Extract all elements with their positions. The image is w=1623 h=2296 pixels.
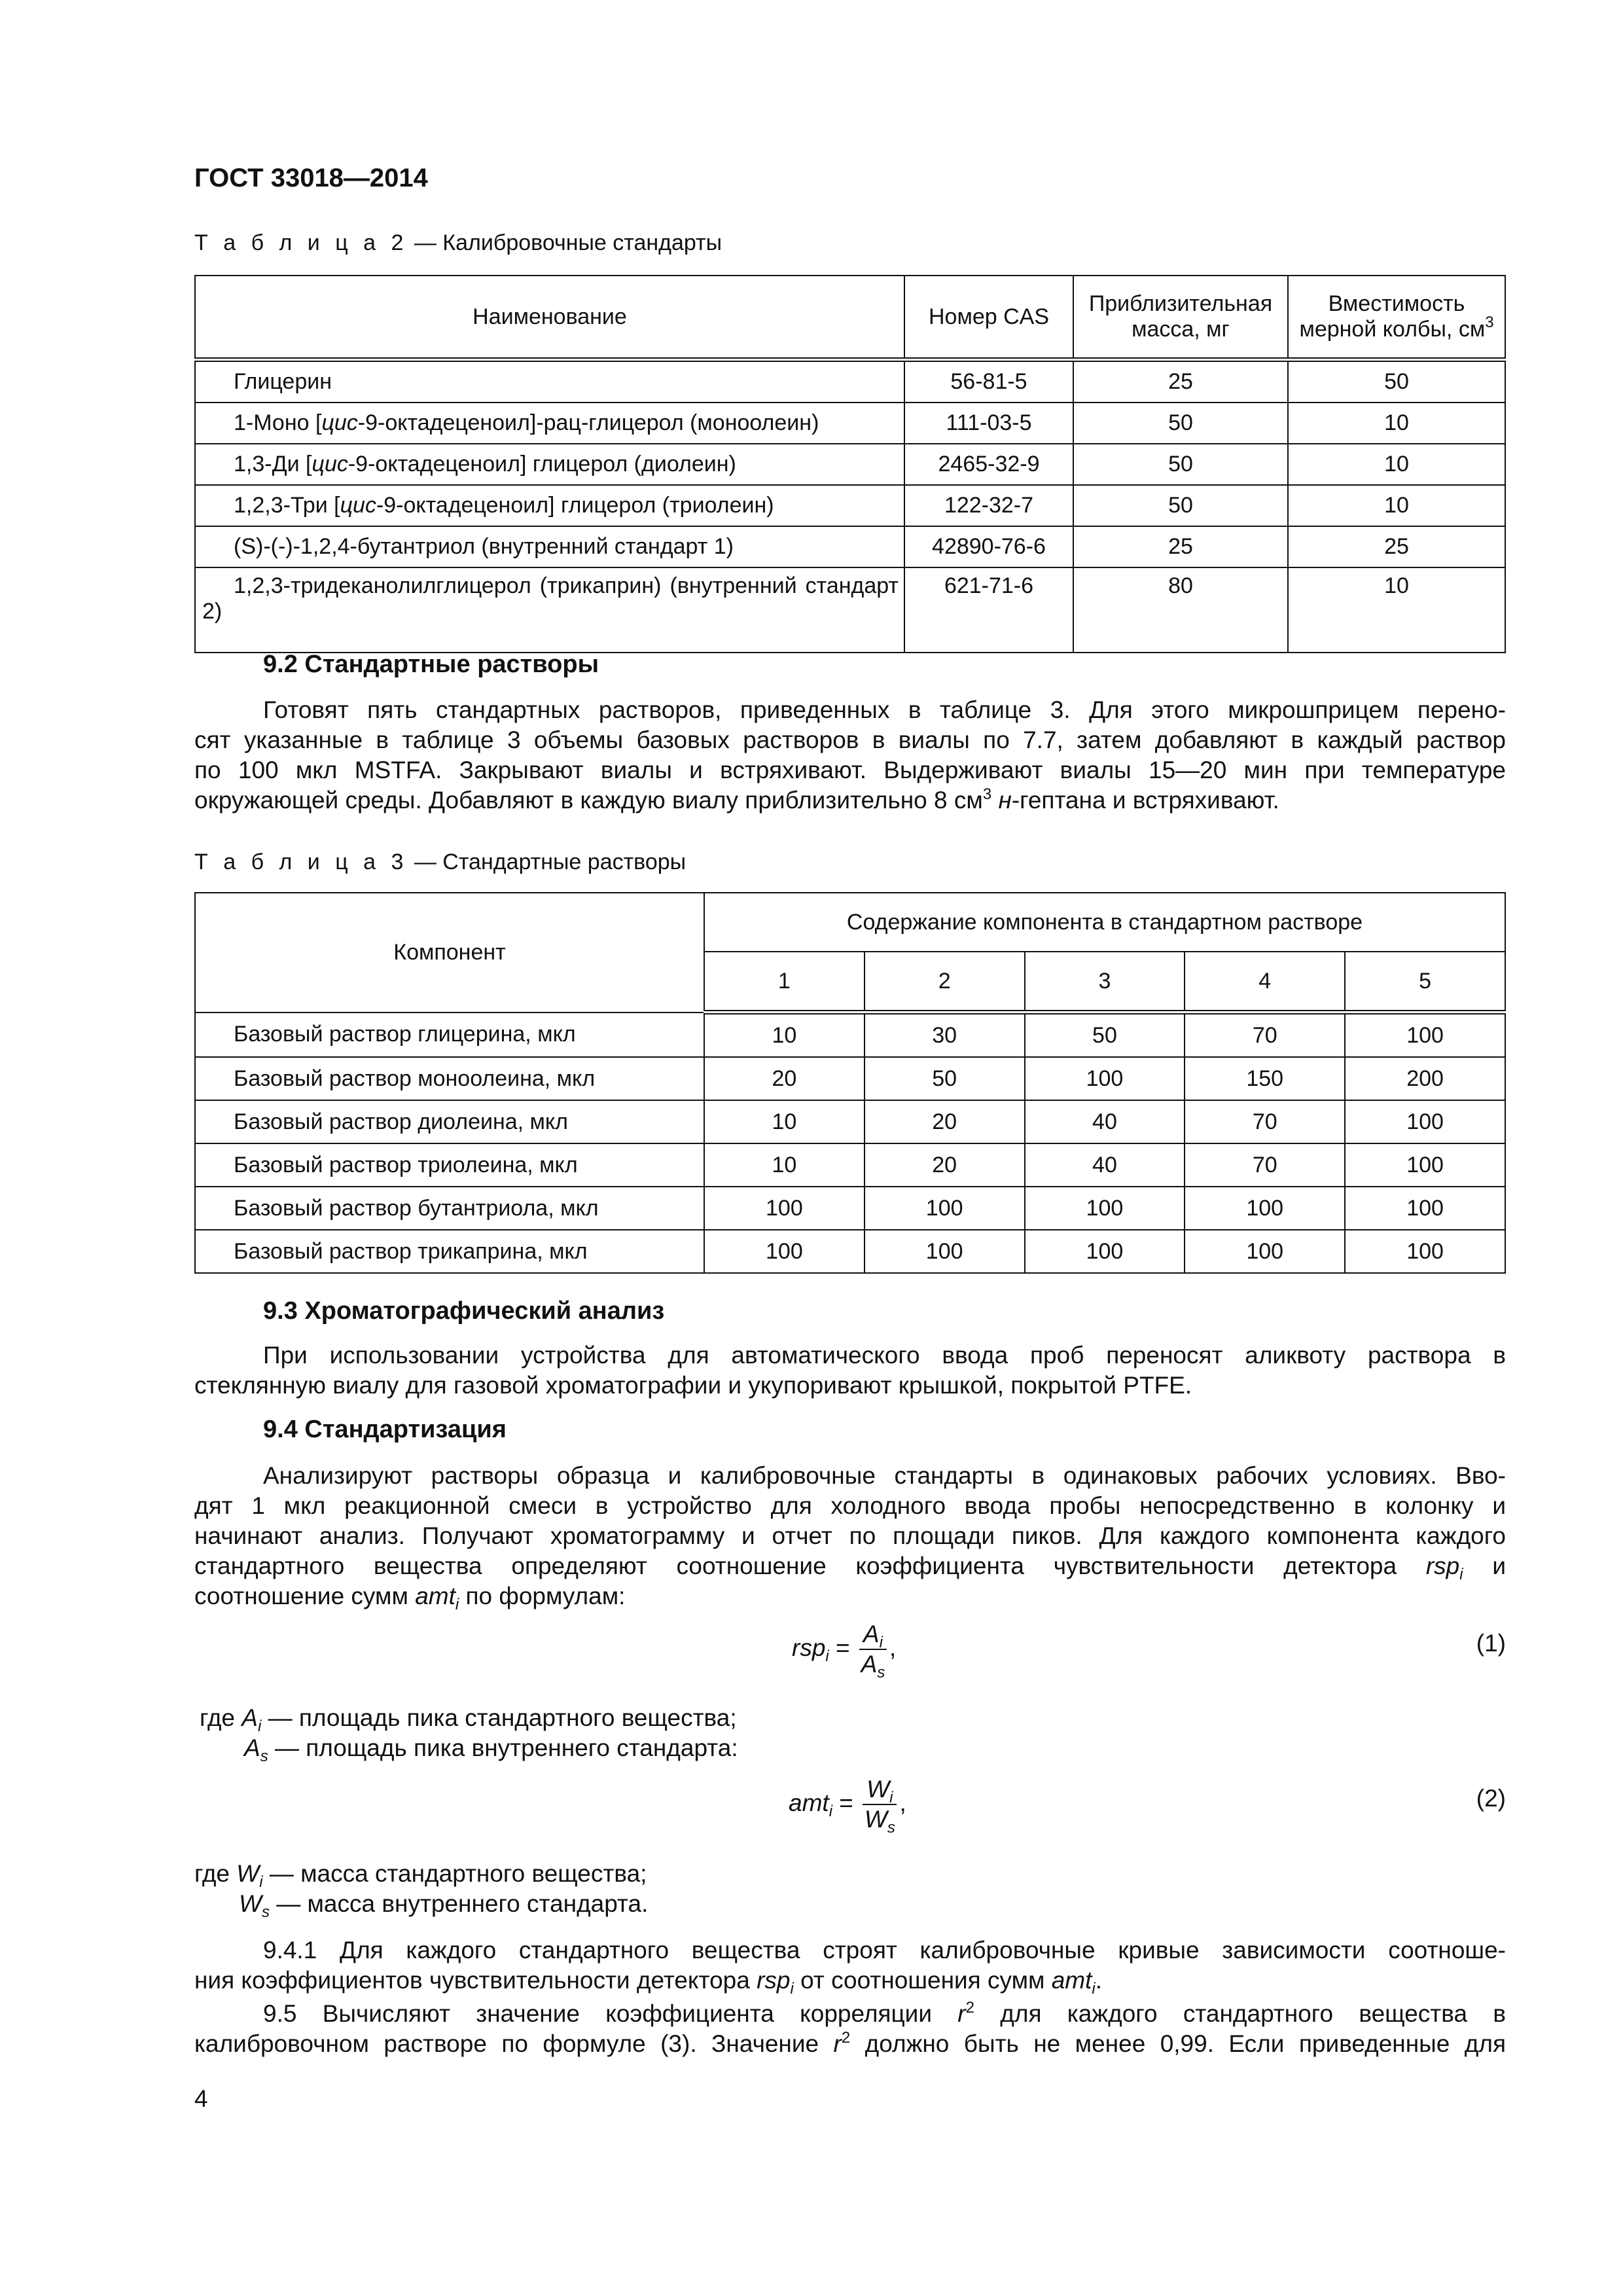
cell-value: 20 bbox=[865, 1100, 1025, 1143]
section-9-4-heading: 9.4 Стандартизация bbox=[263, 1416, 507, 1443]
text-run: по формулам: bbox=[459, 1583, 626, 1609]
cell-value: 100 bbox=[1345, 1100, 1505, 1143]
col-header-solution: 1 bbox=[704, 952, 865, 1013]
italic-text: н bbox=[998, 787, 1012, 814]
cell-name bbox=[195, 360, 904, 403]
cell-mass: 50 bbox=[1073, 444, 1288, 485]
text-line bbox=[194, 1889, 1506, 1919]
text-run: 9.5 Вычисляют значение коэффициента корреляции bbox=[263, 2000, 958, 2027]
cell-value: 70 bbox=[1185, 1100, 1345, 1143]
cell-volume: 10 bbox=[1288, 485, 1505, 526]
text-run: — масса стандартного вещества; bbox=[262, 1860, 647, 1887]
subscript: i bbox=[257, 1717, 262, 1735]
italic-text: A bbox=[241, 1704, 258, 1731]
page-number: 4 bbox=[194, 2085, 208, 2112]
text-line bbox=[200, 1733, 1511, 1763]
section-9-3-paragraph bbox=[194, 1340, 1506, 1401]
text-run: -9-октадеценоил] глицерол (триолеин) bbox=[376, 493, 774, 518]
cell-value: 20 bbox=[865, 1143, 1025, 1187]
text-run: должно быть не менее 0,99. Если приведенные для bbox=[850, 2030, 1506, 2057]
text-line bbox=[194, 1461, 1506, 1491]
cell-value: 100 bbox=[1025, 1187, 1185, 1230]
text-run: Анализируют растворы образца и калибровочные стандарты в одинаковых рабочих условиях. Вво- bbox=[263, 1462, 1506, 1489]
cell-value: 100 bbox=[1185, 1187, 1345, 1230]
text-line bbox=[194, 1521, 1506, 1551]
text-run: (S)-(-)-1,2,4-бутантриол (внутренний стандарт 1) bbox=[234, 534, 734, 559]
cell-name bbox=[195, 526, 904, 567]
text-line bbox=[194, 1999, 1506, 2029]
table-row bbox=[195, 526, 1505, 567]
text-run: Готовят пять стандартных растворов, приведенных в таблице 3. Для этого микрошприцем перено- bbox=[263, 696, 1506, 723]
numerator-var: W bbox=[866, 1776, 890, 1803]
italic-text: rsp bbox=[757, 1967, 791, 1994]
text-line bbox=[194, 1491, 1506, 1521]
cell-mass: 80 bbox=[1073, 567, 1288, 653]
text-line bbox=[194, 1340, 1506, 1371]
text-line bbox=[194, 1581, 1506, 1611]
text-line bbox=[200, 1703, 1511, 1733]
cell-value: 70 bbox=[1185, 1013, 1345, 1058]
formula-lhs: amt bbox=[789, 1789, 829, 1816]
text-run: -9-октадеценоил] глицерол (диолеин) bbox=[348, 452, 736, 476]
text-run: калибровочном растворе по формуле (3). Значение bbox=[194, 2030, 834, 2057]
text-line bbox=[194, 1935, 1506, 1965]
cell-volume: 10 bbox=[1288, 567, 1505, 653]
table-row bbox=[195, 485, 1505, 526]
subscript: i bbox=[1459, 1566, 1463, 1581]
formula-2-number: (2) bbox=[1476, 1785, 1506, 1812]
text-run: начинают анализ. Получают хроматограмму и отчет по площади пиков. Для каждого компонента каждого bbox=[194, 1522, 1506, 1549]
table2-caption-prefix: Т а б л и ц а 2 bbox=[194, 230, 408, 255]
cell-volume: 10 bbox=[1288, 403, 1505, 444]
subscript: i bbox=[259, 1873, 263, 1891]
cell-value: 100 bbox=[1025, 1057, 1185, 1100]
col-header-solution: 5 bbox=[1345, 952, 1505, 1013]
numerator-var: A bbox=[863, 1621, 880, 1647]
superscript: 3 bbox=[982, 785, 992, 803]
text-line bbox=[194, 785, 1506, 816]
document-code: ГОСТ 33018—2014 bbox=[194, 164, 428, 192]
standard-solutions-table bbox=[194, 892, 1506, 1274]
cell-value: 200 bbox=[1345, 1057, 1505, 1100]
section-9-3-heading: 9.3 Хроматографический анализ bbox=[263, 1297, 665, 1325]
text-run: . bbox=[1095, 1967, 1103, 1994]
text-run: для каждого стандартного вещества в bbox=[974, 2000, 1506, 2027]
text-run: стеклянную виалу для газовой хроматографии и укупоривают крышкой, покрытой PTFE. bbox=[194, 1372, 1192, 1399]
text-line bbox=[194, 725, 1506, 755]
cell-value: 100 bbox=[1345, 1013, 1505, 1058]
col-header-name: Наименование bbox=[195, 276, 904, 360]
cell-value: 100 bbox=[1185, 1230, 1345, 1273]
col-header-solution: 3 bbox=[1025, 952, 1185, 1013]
text-run: сят указанные в таблице 3 объемы базовых растворов в виалы по 7.7, затем добавляют в каждый раствор bbox=[194, 726, 1506, 753]
cell-value: 100 bbox=[1345, 1187, 1505, 1230]
text-run: -гептана и встряхивают. bbox=[1011, 787, 1279, 814]
subscript: s bbox=[260, 1748, 268, 1765]
table2-caption bbox=[194, 230, 1506, 256]
cell-mass: 50 bbox=[1073, 403, 1288, 444]
where-block-1 bbox=[200, 1703, 1511, 1763]
italic-text: цис bbox=[340, 493, 376, 518]
col-header-content-group: Содержание компонента в стандартном растворе bbox=[704, 893, 1505, 952]
italic-text: W bbox=[239, 1890, 262, 1917]
calibration-standards-table bbox=[194, 275, 1506, 653]
denominator-var: A bbox=[861, 1651, 878, 1677]
cell-cas: 2465-32-9 bbox=[904, 444, 1073, 485]
text-line bbox=[194, 1551, 1506, 1581]
italic-text: rsp bbox=[1425, 1552, 1460, 1579]
text-run: дят 1 мкл реакционной смеси в устройство для холодного ввода пробы непосредственно в колонку и bbox=[194, 1492, 1506, 1519]
superscript: 2 bbox=[841, 2029, 851, 2047]
numerator-sub: i bbox=[889, 1789, 893, 1806]
where-block-2 bbox=[194, 1859, 1506, 1919]
cell-value: 50 bbox=[865, 1057, 1025, 1100]
text-run: — масса внутреннего стандарта. bbox=[269, 1890, 649, 1917]
col-header-cas: Номер CAS bbox=[904, 276, 1073, 360]
name-text bbox=[202, 493, 899, 518]
text-line bbox=[194, 2029, 1506, 2059]
name-text bbox=[202, 534, 899, 560]
cell-cas: 56-81-5 bbox=[904, 360, 1073, 403]
cell-name bbox=[195, 567, 904, 653]
cell-mass: 50 bbox=[1073, 485, 1288, 526]
text-line bbox=[194, 1965, 1506, 1996]
name-text bbox=[202, 410, 899, 436]
text-run: -9-октадеценоил]-рац-глицерол (моноолеин) bbox=[357, 410, 819, 435]
text-run: 1,3-Ди [ bbox=[234, 452, 312, 476]
cell-mass: 25 bbox=[1073, 360, 1288, 403]
cell-mass: 25 bbox=[1073, 526, 1288, 567]
subscript: s bbox=[261, 1903, 270, 1921]
text-run: соотношение сумм bbox=[194, 1583, 416, 1609]
text-run: 9.4.1 Для каждого стандартного вещества строят калибровочные кривые зависимости соотноше- bbox=[263, 1937, 1506, 1964]
text-run: Глицерин bbox=[234, 369, 332, 394]
text-run: 1-Моно [ bbox=[234, 410, 322, 435]
text-run: окружающей среды. Добавляют в каждую виалу приблизительно 8 см bbox=[194, 787, 983, 814]
comma: , bbox=[899, 1789, 906, 1816]
text-run: При использовании устройства для автоматического ввода проб переносят аликвоту раствора в bbox=[263, 1342, 1506, 1369]
text-line bbox=[194, 695, 1506, 725]
italic-text: A bbox=[244, 1734, 260, 1761]
cell-name bbox=[195, 485, 904, 526]
table-row bbox=[195, 444, 1505, 485]
table-row bbox=[195, 403, 1505, 444]
formula-lhs-sub: i bbox=[825, 1647, 829, 1665]
text-run: где bbox=[200, 1704, 242, 1731]
cell-value: 100 bbox=[704, 1230, 865, 1273]
cell-value: 70 bbox=[1185, 1143, 1345, 1187]
cell-value: 100 bbox=[865, 1187, 1025, 1230]
col-header-solution: 2 bbox=[865, 952, 1025, 1013]
comma: , bbox=[889, 1634, 897, 1661]
table-row bbox=[195, 1143, 1505, 1187]
text-run: — площадь пика внутреннего стандарта: bbox=[268, 1734, 738, 1761]
text-run bbox=[991, 787, 998, 814]
name-text bbox=[202, 573, 899, 624]
subscript: i bbox=[790, 1980, 794, 1998]
table3-caption bbox=[194, 850, 1506, 875]
col-header-volume-sup: 3 bbox=[1485, 314, 1494, 331]
italic-text: r bbox=[833, 2030, 842, 2057]
formula-1-number: (1) bbox=[1476, 1630, 1506, 1657]
text-line bbox=[194, 1371, 1506, 1401]
name-text bbox=[202, 452, 899, 477]
text-line bbox=[194, 1859, 1506, 1889]
table-row bbox=[195, 1230, 1505, 1273]
text-run: стандартного вещества определяют соотношение коэффициента чувствительности детектора bbox=[194, 1552, 1426, 1579]
table-row bbox=[195, 567, 1505, 653]
equals-sign: = bbox=[829, 1634, 857, 1661]
cell-value: 50 bbox=[1025, 1013, 1185, 1058]
col-header-mass: Приблизительная масса, мг bbox=[1073, 276, 1288, 360]
italic-text: amt bbox=[1051, 1967, 1092, 1994]
numerator-sub: i bbox=[879, 1634, 883, 1651]
table-row bbox=[195, 1057, 1505, 1100]
cell-name bbox=[195, 403, 904, 444]
text-run: и bbox=[1463, 1552, 1506, 1579]
table2-caption-text: — Калибровочные стандарты bbox=[408, 230, 722, 255]
section-9-2-heading: 9.2 Стандартные растворы bbox=[263, 651, 599, 678]
cell-value: 10 bbox=[704, 1143, 865, 1187]
cell-component: Базовый раствор диолеина, мкл bbox=[195, 1100, 704, 1143]
subscript: i bbox=[1092, 1980, 1096, 1998]
cell-cas: 621-71-6 bbox=[904, 567, 1073, 653]
cell-value: 20 bbox=[704, 1057, 865, 1100]
cell-cas: 122-32-7 bbox=[904, 485, 1073, 526]
cell-component: Базовый раствор моноолеина, мкл bbox=[195, 1057, 704, 1100]
cell-volume: 50 bbox=[1288, 360, 1505, 403]
cell-component: Базовый раствор трикаприна, мкл bbox=[195, 1230, 704, 1273]
table-row bbox=[195, 360, 1505, 403]
cell-value: 100 bbox=[704, 1187, 865, 1230]
col-header-component: Компонент bbox=[195, 893, 704, 1013]
table-row bbox=[195, 1013, 1505, 1058]
text-line bbox=[194, 755, 1506, 785]
equals-sign: = bbox=[832, 1789, 861, 1816]
cell-name bbox=[195, 444, 904, 485]
section-9-5-paragraph bbox=[194, 1999, 1506, 2059]
cell-value: 30 bbox=[865, 1013, 1025, 1058]
cell-value: 40 bbox=[1025, 1143, 1185, 1187]
table3-caption-text: — Стандартные растворы bbox=[408, 850, 687, 874]
italic-text: W bbox=[236, 1860, 260, 1887]
text-run: 1,2,3-тридеканолилглицерол (трикаприн) (внутренний стандарт 2) bbox=[202, 573, 899, 624]
superscript: 2 bbox=[965, 1999, 974, 2017]
text-run: — площадь пика стандартного вещества; bbox=[261, 1704, 737, 1731]
italic-text: цис bbox=[312, 452, 348, 476]
cell-cas: 42890-76-6 bbox=[904, 526, 1073, 567]
section-9-4-1-paragraph bbox=[194, 1935, 1506, 1996]
cell-component: Базовый раствор триолеина, мкл bbox=[195, 1143, 704, 1187]
text-run: 1,2,3-Три [ bbox=[234, 493, 340, 518]
table3-caption-prefix: Т а б л и ц а 3 bbox=[194, 850, 408, 874]
col-header-solution: 4 bbox=[1185, 952, 1345, 1013]
text-run: от соотношения сумм bbox=[793, 1967, 1052, 1994]
cell-value: 150 bbox=[1185, 1057, 1345, 1100]
text-run: по 100 мкл MSTFA. Закрывают виалы и встряхивают. Выдерживают виалы 15—20 мин при температуре bbox=[194, 757, 1506, 783]
cell-value: 100 bbox=[1345, 1143, 1505, 1187]
table-row bbox=[195, 1187, 1505, 1230]
text-run: ния коэффициентов чувствительности детектора bbox=[194, 1967, 757, 1994]
section-9-4-paragraph bbox=[194, 1461, 1506, 1611]
cell-volume: 10 bbox=[1288, 444, 1505, 485]
italic-text: amt bbox=[415, 1583, 455, 1609]
cell-component: Базовый раствор бутантриола, мкл bbox=[195, 1187, 704, 1230]
col-header-volume bbox=[1288, 276, 1505, 360]
denominator-sub: s bbox=[877, 1664, 885, 1681]
section-9-2-paragraph bbox=[194, 695, 1506, 816]
cell-value: 40 bbox=[1025, 1100, 1185, 1143]
cell-cas: 111-03-5 bbox=[904, 403, 1073, 444]
cell-component: Базовый раствор глицерина, мкл bbox=[195, 1013, 704, 1058]
cell-volume: 25 bbox=[1288, 526, 1505, 567]
formula-lhs-sub: i bbox=[829, 1802, 833, 1820]
cell-value: 100 bbox=[1345, 1230, 1505, 1273]
formula-lhs: rsp bbox=[792, 1634, 826, 1661]
text-run: где bbox=[194, 1860, 237, 1887]
denominator-sub: s bbox=[887, 1819, 895, 1837]
cell-value: 100 bbox=[1025, 1230, 1185, 1273]
cell-value: 10 bbox=[704, 1100, 865, 1143]
denominator-var: W bbox=[864, 1806, 887, 1833]
cell-value: 100 bbox=[865, 1230, 1025, 1273]
italic-text: r bbox=[957, 2000, 966, 2027]
italic-text: цис bbox=[321, 410, 358, 435]
name-text bbox=[202, 369, 899, 395]
cell-value: 10 bbox=[704, 1013, 865, 1058]
col-header-volume-text: Вместимость мерной колбы, см bbox=[1299, 291, 1486, 342]
table-row bbox=[195, 1100, 1505, 1143]
subscript: i bbox=[455, 1596, 459, 1613]
